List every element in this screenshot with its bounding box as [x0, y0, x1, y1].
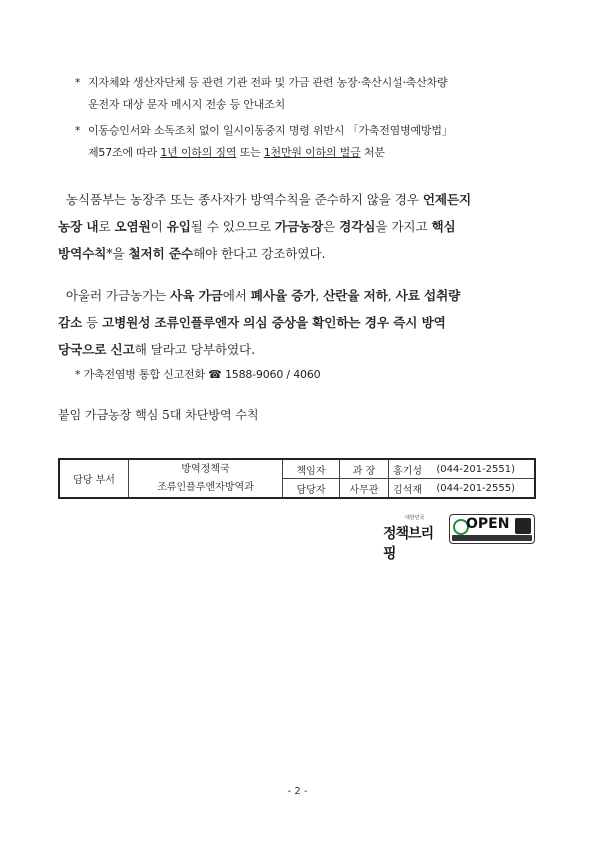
title-cell: 사무관	[340, 479, 389, 499]
open-license-logo: OPEN	[449, 514, 535, 544]
paragraph-2-line-1: 아울러 가금농가는 사육 가금에서 폐사율 증가, 산란율 저하, 사료 섭취량	[65, 288, 461, 303]
attachment-title: 붙임 가금농장 핵심 5대 차단방역 수칙	[58, 408, 259, 422]
note-bullet: *	[75, 124, 81, 137]
note-1	[75, 72, 558, 116]
penalty-fine: 1천만원 이하의 벌금	[263, 146, 361, 159]
policy-briefing-logo: 대한민국 정책브리핑	[383, 515, 434, 562]
logos	[383, 514, 535, 562]
contact-name: 홍기성	[389, 459, 433, 479]
penalty-prison: 1년 이하의 징역	[160, 146, 237, 159]
paragraph-2-line-2: 감소 등 고병원성 조류인플루엔자 의심 증상을 확인하는 경우 즉시 방역	[58, 315, 446, 330]
page-number: - 2 -	[287, 786, 308, 797]
dept-label: 담당 부서	[59, 459, 129, 498]
table-row	[59, 459, 535, 479]
hotline-note: * 가축전염병 통합 신고전화 ☎ 1588-9060 / 4060	[75, 368, 321, 381]
paragraph-1	[58, 186, 536, 267]
license-badge-icon	[515, 518, 531, 534]
paragraph-1-line-1: 농식품부는 농장주 또는 종사자가 방역수칙을 준수하지 않을 경우 언제든지	[65, 192, 472, 207]
license-bar-icon	[452, 535, 532, 541]
paragraph-1-line-2: 농장 내로 오염원이 유입될 수 있으므로 가금농장은 경각심을 가지고 핵심	[58, 219, 456, 234]
note-1-line-2: 운전자 대상 문자 메시지 전송 등 안내조치	[88, 98, 286, 111]
note-bullet: *	[75, 76, 81, 89]
paragraph-2-line-3: 당국으로 신고해 달라고 당부하였다.	[58, 342, 255, 357]
note-2-line-2: 제57조에 따라 1년 이하의 징역 또는 1천만원 이하의 벌금 처분	[88, 146, 385, 159]
role-cell: 담당자	[283, 479, 340, 499]
contact-table	[58, 458, 536, 499]
title-cell: 과 장	[340, 459, 389, 479]
contact-name: 김석재	[389, 479, 433, 499]
note-1-line-1: 지자체와 생산자단체 등 관련 기관 전파 및 가금 관련 농장·축산시설·축산차량	[88, 76, 448, 89]
role-cell: 책임자	[283, 459, 340, 479]
contact-phone: (044-201-2555)	[432, 479, 535, 499]
note-2	[75, 120, 558, 164]
paragraph-2	[58, 282, 536, 363]
dept-name: 방역정책국 조류인플루엔자방역과	[129, 459, 283, 498]
note-2-line-1: 이동승인서와 소독조치 없이 일시이동중지 명령 위반시 「가축전염병예방법」	[88, 124, 453, 137]
paragraph-1-line-3: 방역수칙*을 철저히 준수해야 한다고 강조하였다.	[58, 246, 326, 261]
contact-phone: (044-201-2551)	[432, 459, 535, 479]
